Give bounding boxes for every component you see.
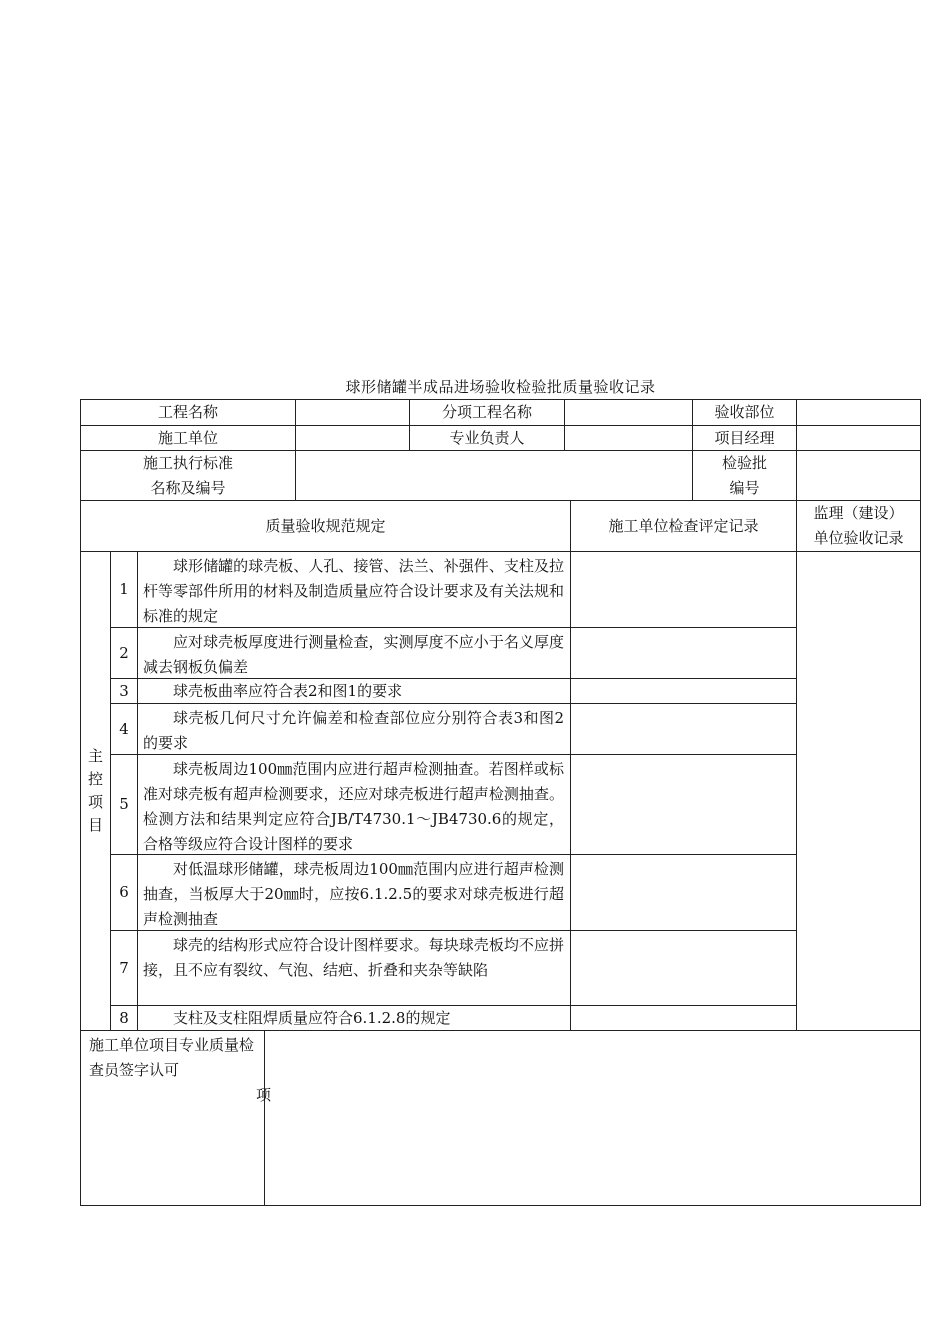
construction-unit-label: 施工单位 (80, 425, 296, 451)
batch-number-label (692, 450, 797, 501)
item-requirement: 球壳板曲率应符合表2和图1的要求 (137, 678, 571, 704)
stray-character: 项 (256, 1086, 272, 1104)
project-name-field[interactable] (295, 399, 410, 426)
document-title: 球形储罐半成品进场验收检验批质量验收记录 (345, 378, 656, 396)
professional-lead-label: 专业负责人 (409, 425, 565, 451)
acceptance-location-field[interactable] (796, 399, 921, 426)
item-number: 6 (110, 854, 138, 931)
item-requirement: 支柱及支柱阻焊质量应符合6.1.2.8的规定 (137, 1005, 571, 1031)
main-items-char: 目 (87, 816, 103, 834)
standard-label-line2: 名称及编号 (150, 478, 226, 497)
main-items-char: 项 (87, 793, 103, 811)
batch-label-line1: 检验批 (721, 453, 767, 472)
spec-column-header: 质量验收规范规定 (80, 500, 571, 552)
item-record-field[interactable] (570, 627, 797, 679)
item-record-field[interactable] (570, 930, 797, 1006)
project-name-label: 工程名称 (80, 399, 296, 426)
supervisor-header-line2: 单位验收记录 (813, 529, 904, 547)
item-requirement: 球形储罐的球壳板、人孔、接管、法兰、补强件、支柱及拉杆等零部件所用的材料及制造质量应符合设计要求及有关法规和标准的规定 (137, 551, 571, 628)
acceptance-location-label: 验收部位 (692, 399, 797, 426)
supervisor-record-field[interactable] (796, 551, 921, 1031)
construction-unit-field[interactable] (295, 425, 410, 451)
item-requirement: 应对球壳板厚度进行测量检查，实测厚度不应小于名义厚度减去钢板负偏差 (137, 627, 571, 679)
item-number: 3 (110, 678, 138, 704)
standard-label (80, 450, 296, 501)
item-requirement: 对低温球形储罐，球壳板周边100㎜范围内应进行超声检测抽查，当板厚大于20㎜时，应按6.1.2.5的要求对球壳板进行超声检测抽查 (137, 854, 571, 931)
batch-label-line2: 编号 (729, 478, 760, 497)
supervisor-record-header (796, 500, 921, 552)
item-number: 4 (110, 703, 138, 755)
main-items-char: 主 (87, 747, 103, 765)
item-requirement: 球壳板几何尺寸允许偏差和检查部位应分别符合表3和图2的要求 (137, 703, 571, 755)
project-manager-label: 项目经理 (692, 425, 797, 451)
signature-label: 施工单位项目专业质量检查员签字认可 (80, 1030, 265, 1206)
item-record-field[interactable] (570, 678, 797, 704)
item-number: 7 (110, 930, 138, 1006)
item-number: 1 (110, 551, 138, 628)
item-record-field[interactable] (570, 551, 797, 628)
standard-field[interactable] (295, 450, 693, 501)
subproject-field[interactable] (564, 399, 693, 426)
contractor-record-header: 施工单位检查评定记录 (570, 500, 797, 552)
main-items-char: 控 (87, 770, 103, 788)
professional-lead-field[interactable] (564, 425, 693, 451)
main-items-label (80, 551, 111, 1031)
subproject-label: 分项工程名称 (409, 399, 565, 426)
item-number: 2 (110, 627, 138, 679)
item-requirement: 球壳的结构形式应符合设计图样要求。每块球壳板均不应拼接，且不应有裂纹、气泡、结疤、折叠和夹杂等缺陷 (137, 930, 571, 1006)
item-requirement: 球壳板周边100㎜范围内应进行超声检测抽查。若图样或标准对球壳板有超声检测要求，还应对球壳板进行超声检测抽查。检测方法和结果判定应符合JB/T4730.1～JB4730.6的规定，合格等级应符合设计图样的要求 (137, 754, 571, 855)
item-record-field[interactable] (570, 703, 797, 755)
item-record-field[interactable] (570, 1005, 797, 1031)
supervisor-header-line1: 监理（建设） (813, 504, 904, 522)
item-record-field[interactable] (570, 854, 797, 931)
signature-field[interactable] (264, 1030, 921, 1206)
project-manager-field[interactable] (796, 425, 921, 451)
batch-number-field[interactable] (796, 450, 921, 501)
item-record-field[interactable] (570, 754, 797, 855)
standard-label-line1: 施工执行标准 (142, 453, 233, 472)
item-number: 8 (110, 1005, 138, 1031)
item-number: 5 (110, 754, 138, 855)
